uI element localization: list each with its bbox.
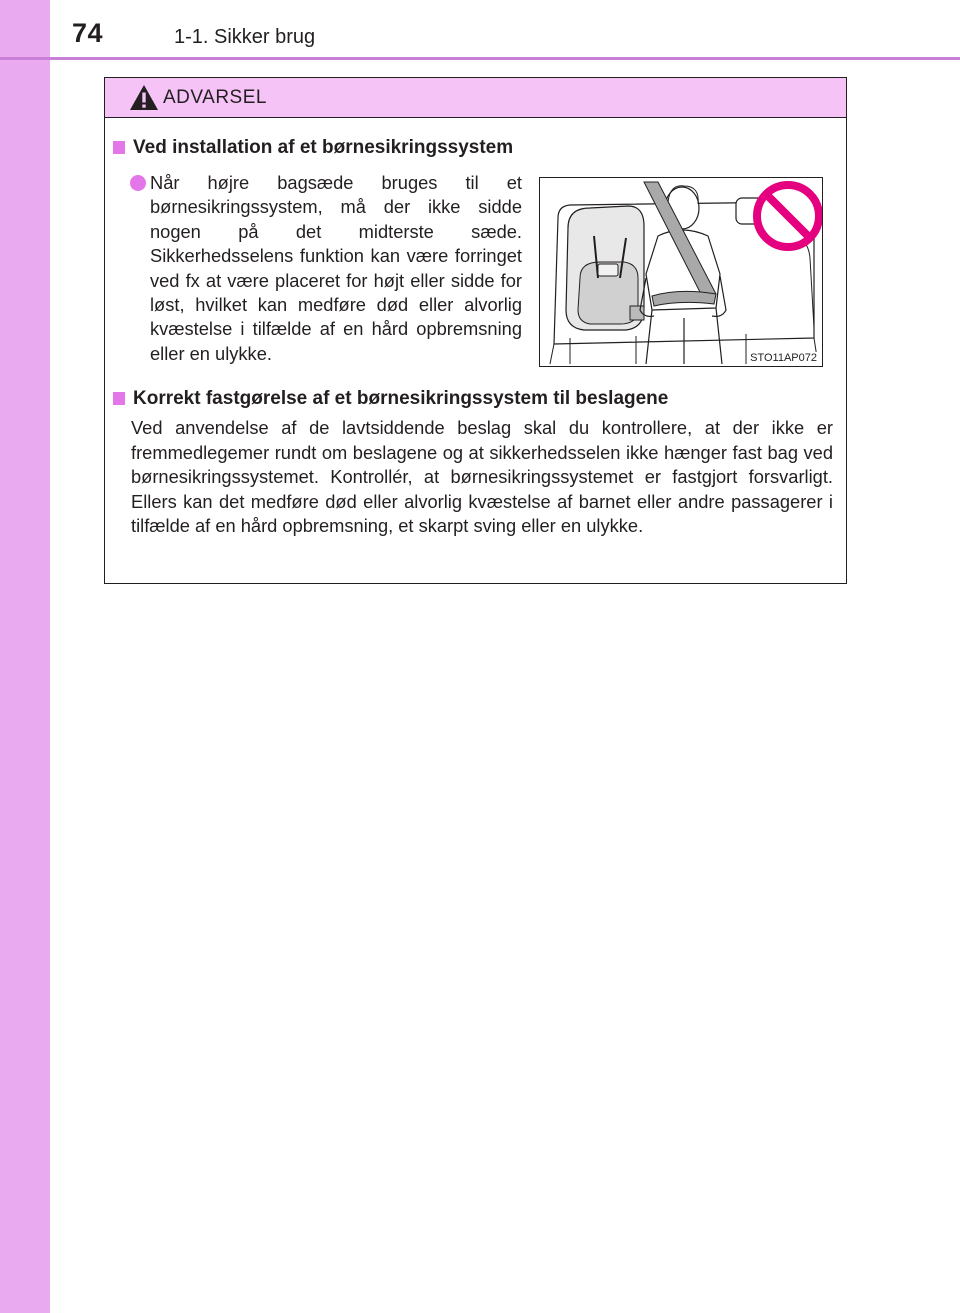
section-heading-installation	[113, 136, 513, 160]
warning-triangle-icon	[129, 84, 159, 111]
square-bullet-icon	[113, 392, 125, 405]
section-title: 1-1. Sikker brug	[174, 26, 316, 48]
header-rule	[0, 57, 960, 60]
seat-illustration-drawing	[540, 178, 822, 366]
square-bullet-icon	[113, 141, 125, 154]
seat-illustration	[539, 177, 823, 367]
warning-header	[105, 78, 846, 118]
section-heading-anchors	[113, 387, 668, 411]
round-bullet-icon	[130, 175, 146, 191]
page-number: 74	[72, 18, 104, 48]
warning-label: ADVARSEL	[163, 87, 267, 108]
bullet-text: Når højre bagsæde bruges til et børnesikringssystem, må der ikke sidde nogen på det midterste sæde. Sikkerhedsselens funktion kan være forringet ved fx at være placeret for højt eller sidde for løst, hvilket kan medføre død eller alvorlig kvæstelse i tilfælde af en hård opbremsning eller en ulykke.	[150, 172, 522, 364]
heading-text: Ved installation af et børnesikringssystem	[133, 137, 514, 158]
anchors-paragraph: Ved anvendelse af de lavtsiddende beslag skal du kontrollere, at der ikke er fremmedlegemer rundt om beslagene og at sikkerhedsselen ikke hænger fast bag ved børnesikringssystemet. Kontrollér, at børnesikringssystemet er fastgjort forsvarligt. Ellers kan det medføre død eller alvorlig kvæstelse af barnet eller andre passagerer i tilfælde af en hård opbremsning, et skarpt sving eller en ulykke.	[131, 417, 833, 537]
illustration-code: STO11AP072	[750, 352, 817, 364]
heading-text: Korrekt fastgørelse af et børnesikringssystem til beslagene	[133, 388, 669, 409]
side-thumb-tab	[0, 0, 50, 1313]
bullet-item	[130, 171, 522, 366]
warning-box	[104, 77, 847, 584]
